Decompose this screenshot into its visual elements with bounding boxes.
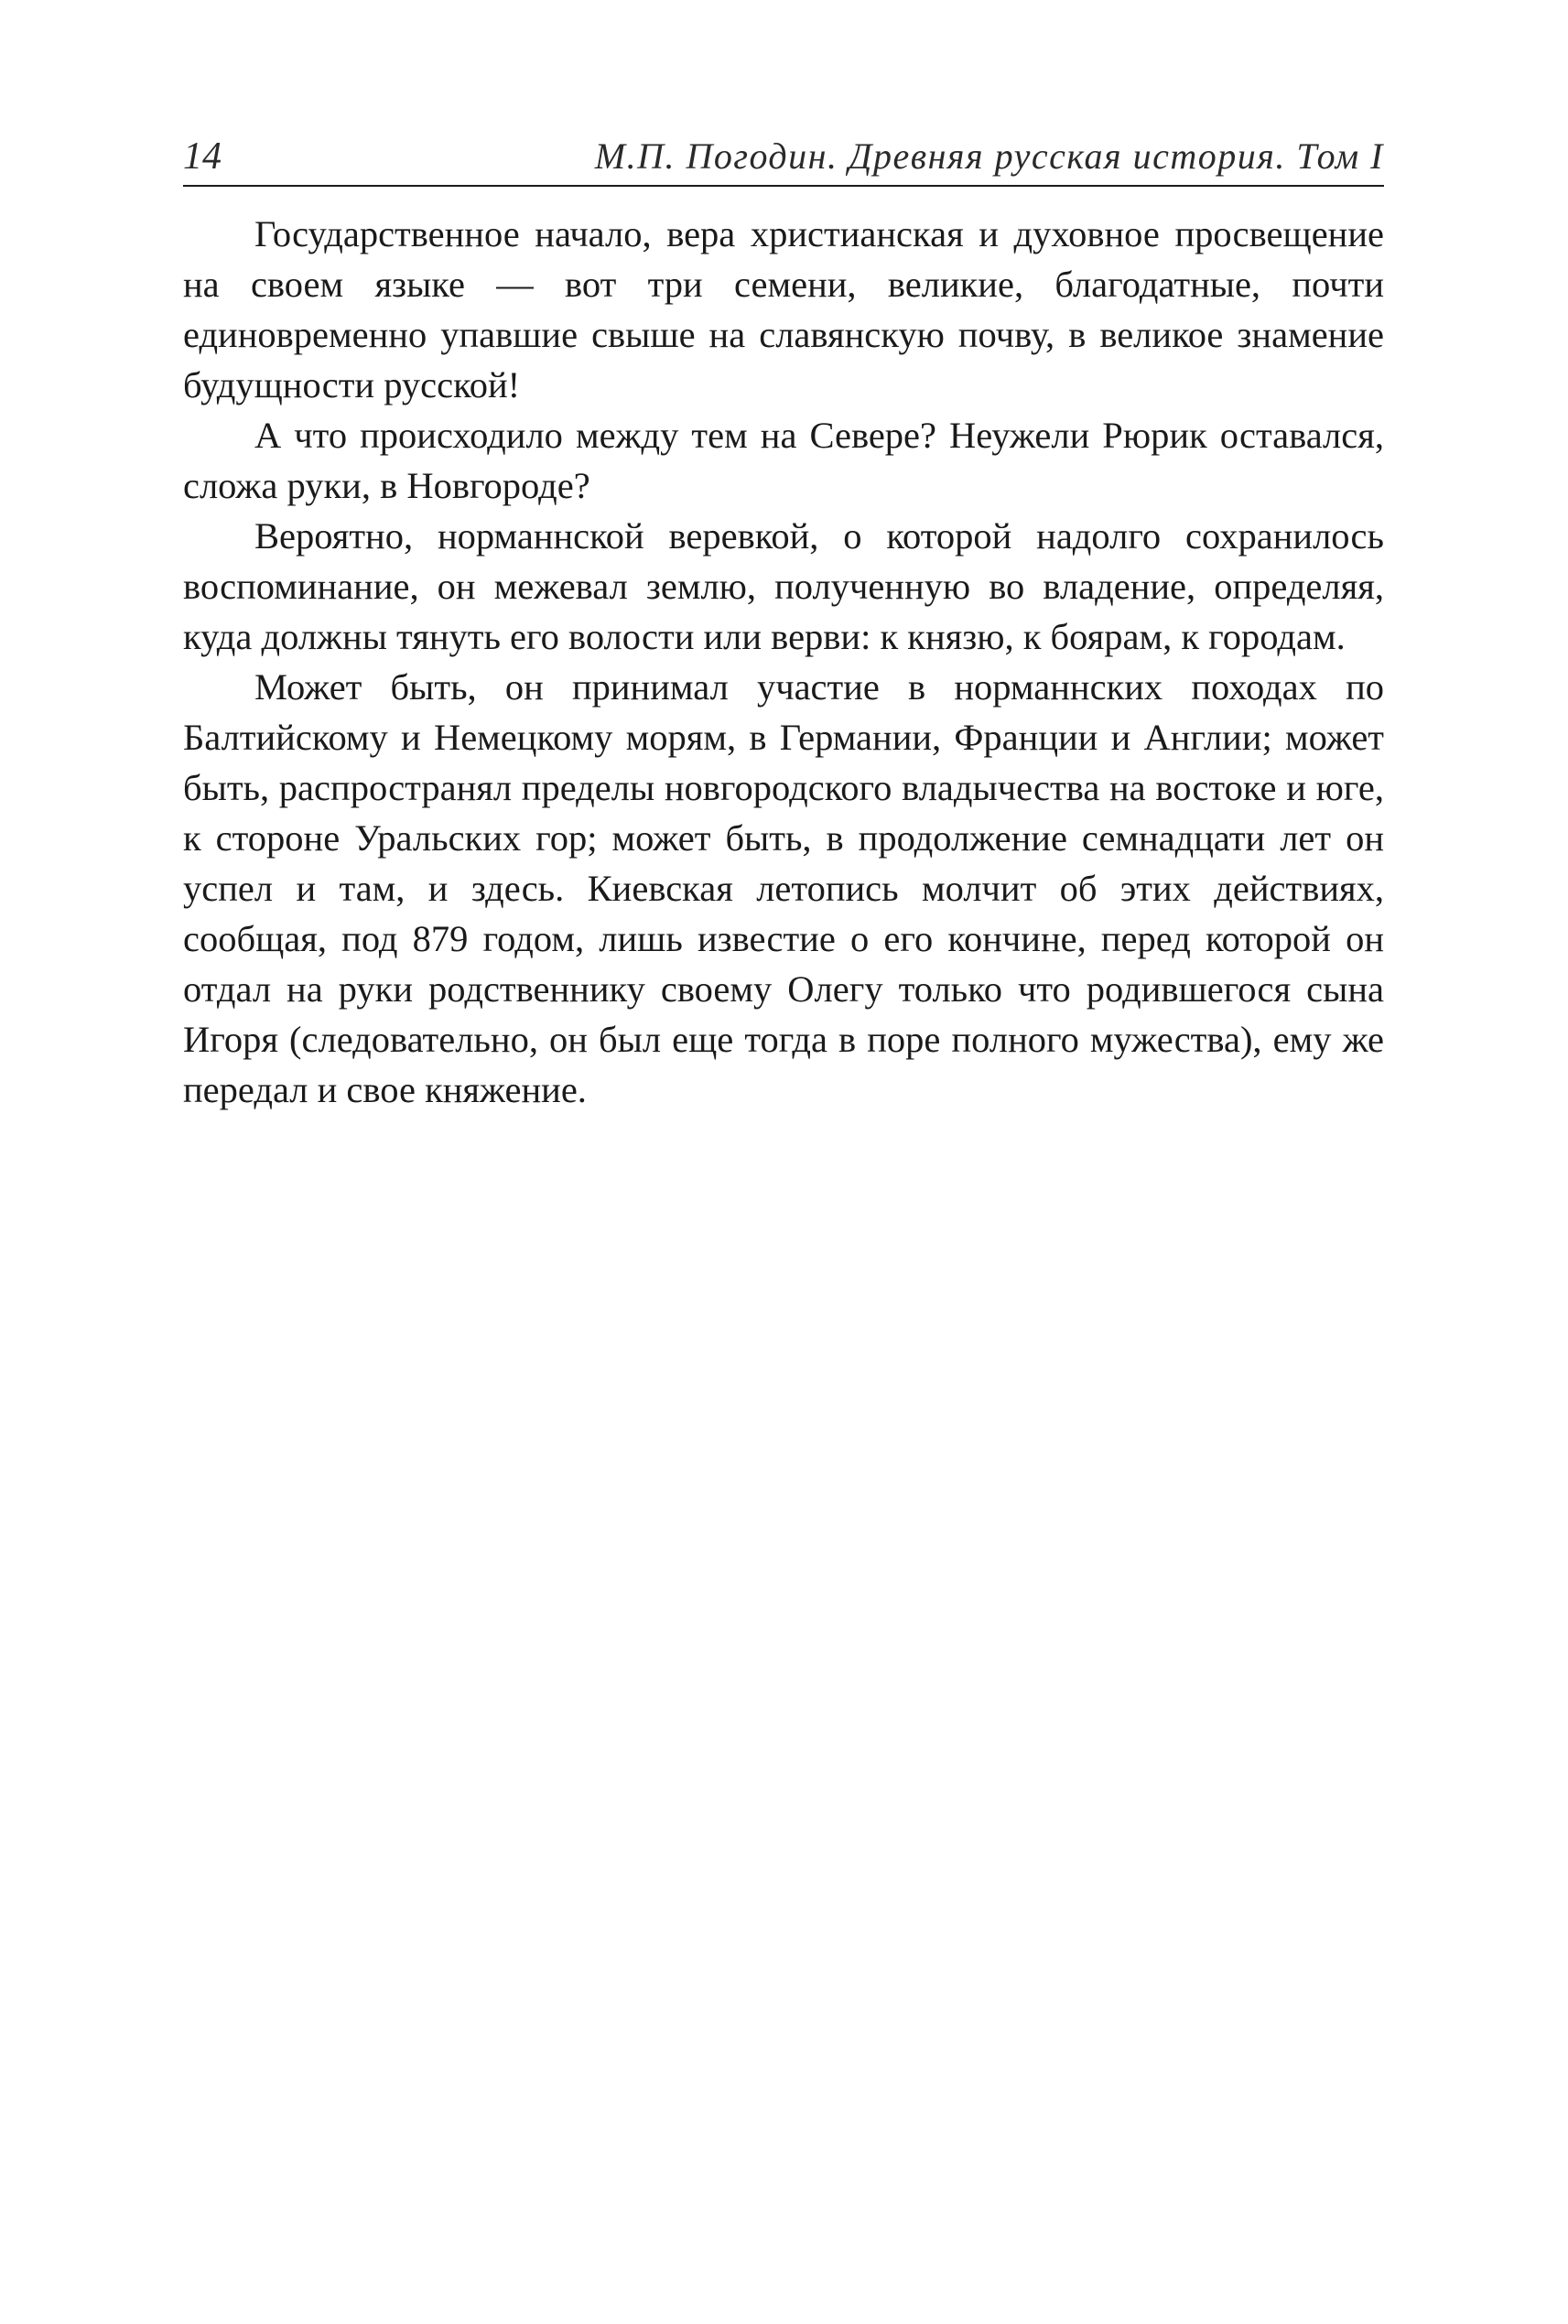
body-text	[183, 209, 1384, 1115]
page-number: 14	[183, 135, 222, 178]
running-title: М.П. Погодин. Древняя русская история. Том I	[594, 135, 1384, 177]
paragraph: Может быть, он принимал участие в норманнских походах по Балтийскому и Немецкому морям, в Германии, Франции и Англии; может быть, распространял пределы новгородского владычества на востоке и юге, к стороне Уральских гор; может быть, в продолжение семнадцати лет он успел и там, и здесь. Киевская летопись молчит об этих действиях, сообщая, под 879 годом, лишь известие о его кончине, перед которой он отдал на руки родственнику своему Олегу только что родившегося сына Игоря (следовательно, он был еще тогда в поре полного мужества), ему же передал и свое княжение.	[183, 666, 1384, 1110]
book-page	[183, 137, 1384, 1115]
paragraph: Вероятно, норманнской веревкой, о которой надолго сохранилось воспоминание, он межевал землю, полученную во владение, определяя, куда должны тянуть его волости или верви: к князю, к боярам, к городам.	[183, 515, 1384, 657]
running-head	[183, 137, 1384, 187]
paragraph: Государственное начало, вера христианская и духовное просвещение на своем языке — вот три семени, великие, благодатные, почти единовременно упавшие свыше на славянскую почву, в великое знамение будущности русской!	[183, 213, 1384, 405]
paragraph: А что происходило между тем на Севере? Неужели Рюрик оставался, сложа руки, в Новгороде?	[183, 415, 1384, 506]
